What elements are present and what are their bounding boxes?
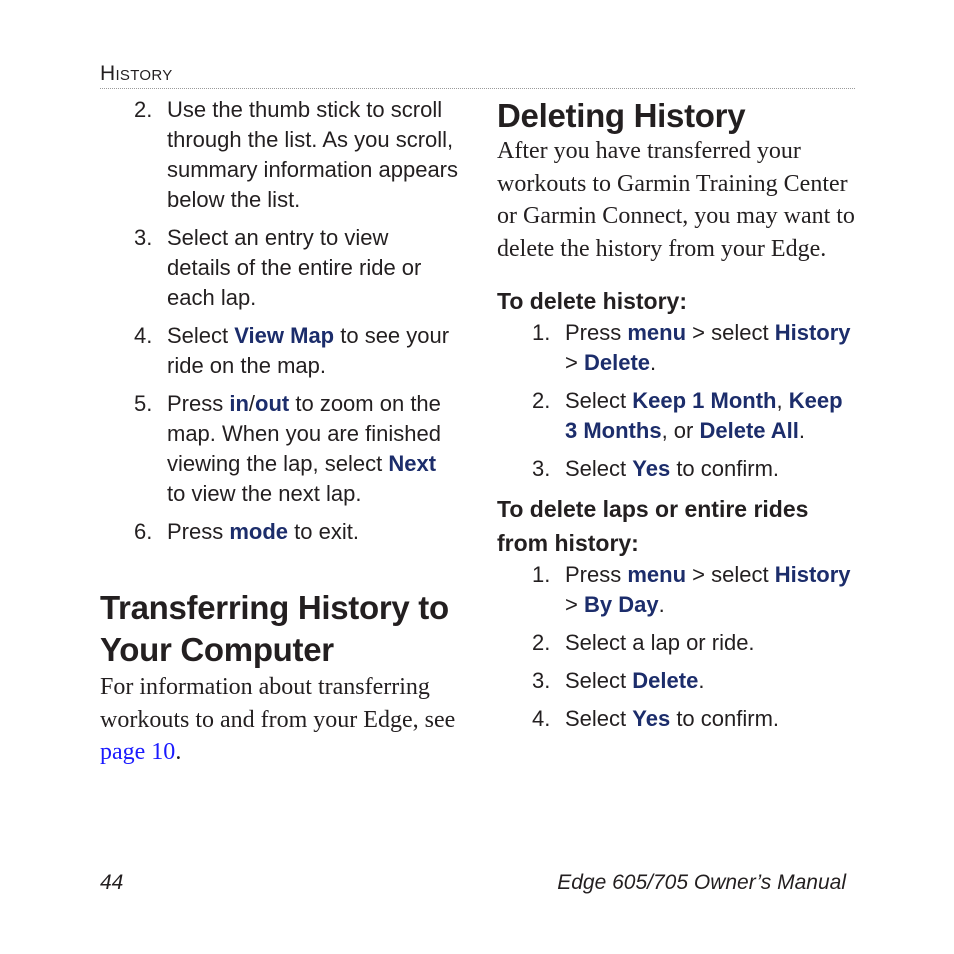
header-divider: [100, 88, 855, 89]
step-text: .: [698, 668, 705, 693]
key-term: menu: [627, 320, 687, 345]
key-term: View Map: [234, 323, 335, 348]
list-item: [497, 628, 857, 658]
step-text: >: [565, 350, 584, 375]
key-term: Keep 3 Months: [565, 388, 843, 443]
to-delete-laps-line1: To delete laps or entire rides: [497, 496, 809, 522]
transfer-paragraph-end: .: [175, 739, 182, 765]
step-number: 1.: [532, 320, 551, 345]
left-step-list: [100, 95, 458, 547]
step-number: 4.: [134, 323, 153, 348]
list-item: [100, 321, 458, 381]
key-term: Yes: [632, 706, 671, 731]
step-text: Select: [565, 668, 633, 693]
list-item: [497, 666, 857, 696]
key-term: Next: [388, 451, 437, 476]
step-text: Use the thumb stick to scroll through the list. As you scroll, summary information appears below the list.: [167, 97, 459, 212]
step-number: 1.: [532, 562, 551, 587]
key-term: Yes: [632, 456, 671, 481]
step-text: Press: [565, 320, 628, 345]
step-text: , or: [661, 418, 700, 443]
list-item: [100, 95, 458, 215]
step-text: to zoom on the map. When you are finished viewing the lap, select: [167, 391, 441, 476]
step-number: 3.: [134, 225, 153, 250]
transfer-heading: [100, 587, 458, 671]
step-number: 3.: [532, 668, 551, 693]
step-text: to confirm.: [670, 706, 780, 731]
step-number: 5.: [134, 391, 153, 416]
left-column: [100, 95, 458, 769]
to-delete-history-subheading: To delete history:: [497, 288, 687, 314]
key-term: Delete: [632, 668, 699, 693]
transfer-paragraph-text: For information about transferring workouts to and from your Edge, see: [100, 674, 456, 733]
key-term: History: [774, 320, 851, 345]
header-section-rest: ISTORY: [115, 67, 173, 84]
running-header: [100, 62, 855, 86]
list-item: [497, 386, 857, 446]
delete-history-steps: [497, 318, 857, 484]
step-text: Select: [565, 388, 633, 413]
step-number: 2.: [134, 97, 153, 122]
step-text: Select a lap or ride.: [565, 630, 755, 655]
transfer-heading-line1: Transferring History to: [100, 589, 449, 626]
step-text: Select an entry to view details of the entire ride or each lap.: [167, 225, 422, 310]
transfer-paragraph: [100, 671, 458, 769]
step-text: to confirm.: [670, 456, 780, 481]
step-text: Press: [565, 562, 628, 587]
deleting-history-heading: Deleting History: [497, 97, 746, 134]
delete-laps-steps: [497, 560, 857, 734]
list-item: [100, 517, 458, 547]
list-item: [497, 454, 857, 484]
step-text: Press: [167, 519, 230, 544]
step-text: to exit.: [288, 519, 359, 544]
page-number: 44: [100, 871, 124, 894]
transfer-heading-line2: Your Computer: [100, 631, 334, 668]
step-text: /: [248, 391, 256, 416]
step-text: >: [565, 592, 584, 617]
step-number: 4.: [532, 706, 551, 731]
key-term: mode: [229, 519, 289, 544]
list-item: [100, 389, 458, 509]
header-section-initial: H: [100, 62, 116, 85]
key-term: out: [255, 391, 290, 416]
step-text: to see your ride on the map.: [167, 323, 450, 378]
list-item: [100, 223, 458, 313]
to-delete-laps-subheading: [497, 492, 857, 560]
manual-title: Edge 605/705 Owner’s Manual: [557, 871, 846, 894]
step-number: 2.: [532, 630, 551, 655]
step-text: to view the next lap.: [167, 481, 362, 506]
step-text: > select: [686, 562, 775, 587]
key-term: in: [229, 391, 249, 416]
key-term: By Day: [583, 592, 659, 617]
step-text: ,: [776, 388, 789, 413]
step-text: Select: [565, 456, 633, 481]
list-item: [497, 318, 857, 378]
step-text: > select: [686, 320, 775, 345]
step-text: .: [798, 418, 806, 443]
key-term: Keep 1 Month: [632, 388, 777, 413]
to-delete-laps-line2: from history:: [497, 530, 639, 556]
list-item: [497, 704, 857, 734]
deleting-intro: After you have transferred your workouts to Garmin Training Center or Garmin Connect, you may want to delete the history from your Edge.: [497, 138, 855, 262]
key-term: Delete: [583, 350, 651, 375]
step-text: Select: [565, 706, 633, 731]
step-text: Press: [167, 391, 230, 416]
key-term: History: [774, 562, 851, 587]
step-text: .: [658, 592, 665, 617]
step-number: 2.: [532, 388, 551, 413]
step-number: 3.: [532, 456, 551, 481]
right-column: [497, 95, 857, 742]
list-item: [497, 560, 857, 620]
key-term: menu: [627, 562, 687, 587]
step-number: 6.: [134, 519, 153, 544]
step-text: Select: [167, 323, 235, 348]
key-term: Delete All: [699, 418, 799, 443]
page-10-link[interactable]: page 10: [100, 739, 176, 765]
step-text: .: [650, 350, 657, 375]
